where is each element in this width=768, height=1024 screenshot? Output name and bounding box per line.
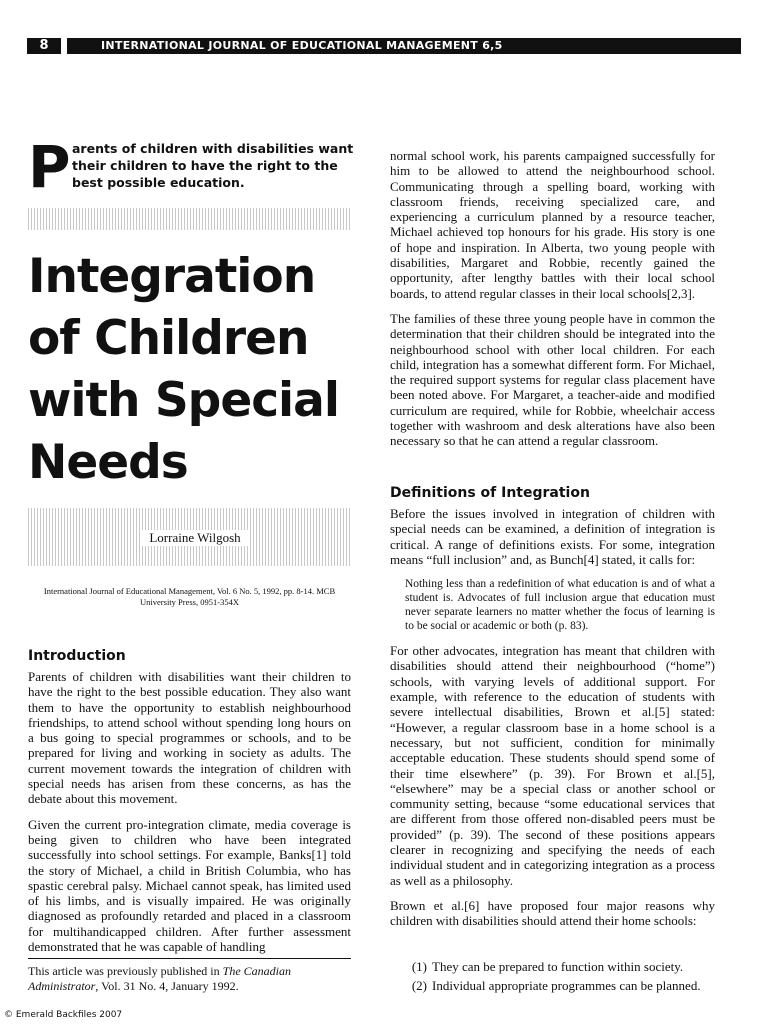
list-text: Individual appropriate programmes can be planned. — [432, 978, 701, 993]
introduction-heading: Introduction — [28, 648, 126, 664]
definitions-heading: Definitions of Integration — [390, 485, 590, 501]
definitions-body — [390, 506, 715, 939]
paragraph: Brown et al.[6] have proposed four major reasons why children with disabilities should attend their home schools: — [390, 897, 715, 929]
running-header — [27, 38, 741, 54]
copyright: © Emerald Backfiles 2007 — [4, 1010, 123, 1020]
article-title: Integration of Children with Special Needs — [28, 249, 339, 490]
paragraph: Before the issues involved in integration of children with special needs can be examined, a definition of integration is critical. A range of definitions exists. For some, integration means “full inclusion” and, as Bunch[4] stated, it calls for: — [390, 506, 715, 567]
paragraph: For other advocates, integration has meant that children with disabilities should attend their neighbourhood (“home”) schools, with varying levels of additional support. For example, with reference to the education of students with severe intellectual disabilities, Brown et al.[5] stated: “However, a regular classroom base in a home school is a necessary, but not sufficient, condition for minimally acceptable education. These students should spend some of their time elsewhere” (p. 39). For Brown et al.[5], “elsewhere” may be a special class or another school or community setting, because “some educational services that are different from those offered non-disabled peers must be provided” (p. 39). The second of these positions appears clearer in recognizing and specifying the needs of each individual student and in categorizing integration as a process as well as a philosophy. — [390, 643, 715, 888]
block-quote: Nothing less than a redefinition of what education is and of what a student is. Advocates of full inclusion argue that education must never separate learners no matter whether the focus of learning is to be social or academic or both (p. 83). — [405, 578, 715, 633]
list-item — [390, 976, 715, 995]
right-column-top — [390, 148, 715, 459]
introduction-body — [28, 669, 351, 964]
paragraph: The families of these three young people have in common the determination that their children should be integrated into the neighbourhood school with other local children. For each child, integration has a somewhat different form. For Michael, the required support systems for regular class placement have been noted above. For Margaret, a teacher-aide and modified curriculum are required, while for Robbie, wheelchair access together with washroom and desk alterations have also been necessary so that he can attend a regular classroom. — [390, 310, 715, 449]
paragraph: Given the current pro-integration climate, media coverage is being given to children who have been integrated successfully into school settings. For example, Banks[1] told the story of Michael, a child in British Columbia, who has spastic cerebral palsy. Michael cannot speak, has limited used of his limbs, and is visually impaired. He was originally diagnosed as profoundly retarded and placed in a classroom for multihandicapped children. After further assessment demonstrated that he was capable of handling — [28, 816, 351, 955]
journal-header: INTERNATIONAL JOURNAL OF EDUCATIONAL MANAGEMENT 6,5 — [67, 38, 741, 54]
list-text: They can be prepared to function within society. — [432, 959, 684, 974]
reasons-list — [390, 957, 715, 995]
list-number: (2) — [411, 978, 427, 993]
drop-cap: P — [28, 133, 71, 201]
list-number: (1) — [411, 959, 427, 974]
lede — [28, 133, 358, 201]
author-name: Lorraine Wilgosh — [140, 530, 250, 546]
paragraph: Parents of children with disabilities want their children to have the right to the best possible education. They also want them to have the opportunity to establish neighbourhood friendships, to attend school without spending long hours on a bus going to special programmes or schools, and to be prepared for living and working in society as adults. The current movement towards the integration of children with special needs has arisen from these concerns, as has the debate about this movement. — [28, 669, 351, 807]
footnote — [28, 964, 351, 993]
footnote-journal: The Canadian Administrator — [28, 964, 291, 993]
citation: International Journal of Educational Management, Vol. 6 No. 5, 1992, pp. 8-14. MCB University Press, 0951-354X — [43, 586, 336, 607]
footnote-text: This article was previously published in — [28, 964, 223, 978]
footnote-rule — [28, 958, 351, 959]
lede-text: arents of children with disabilities want their children to have the right to the best possible education. — [72, 141, 354, 190]
page-number: 8 — [27, 38, 61, 54]
footnote-text-end: , Vol. 31 No. 4, January 1992. — [95, 978, 239, 993]
list-item — [390, 957, 715, 976]
paragraph: normal school work, his parents campaigned successfully for him to be allowed to attend the neighbourhood school. Communicating through a spelling board, working with classroom friends, receiving specialized care, and experiencing a curriculum planned by a resource teacher, Michael achieved top honours for his grade. His story is one of hope and inspiration. In Alberta, two young people with disabilities, Margaret and Robbie, recently gained the opportunity, after lengthy battles with their local school boards, to attend regular classes in their local schools[2,3]. — [390, 148, 715, 301]
decorative-hatch-band — [28, 208, 351, 230]
